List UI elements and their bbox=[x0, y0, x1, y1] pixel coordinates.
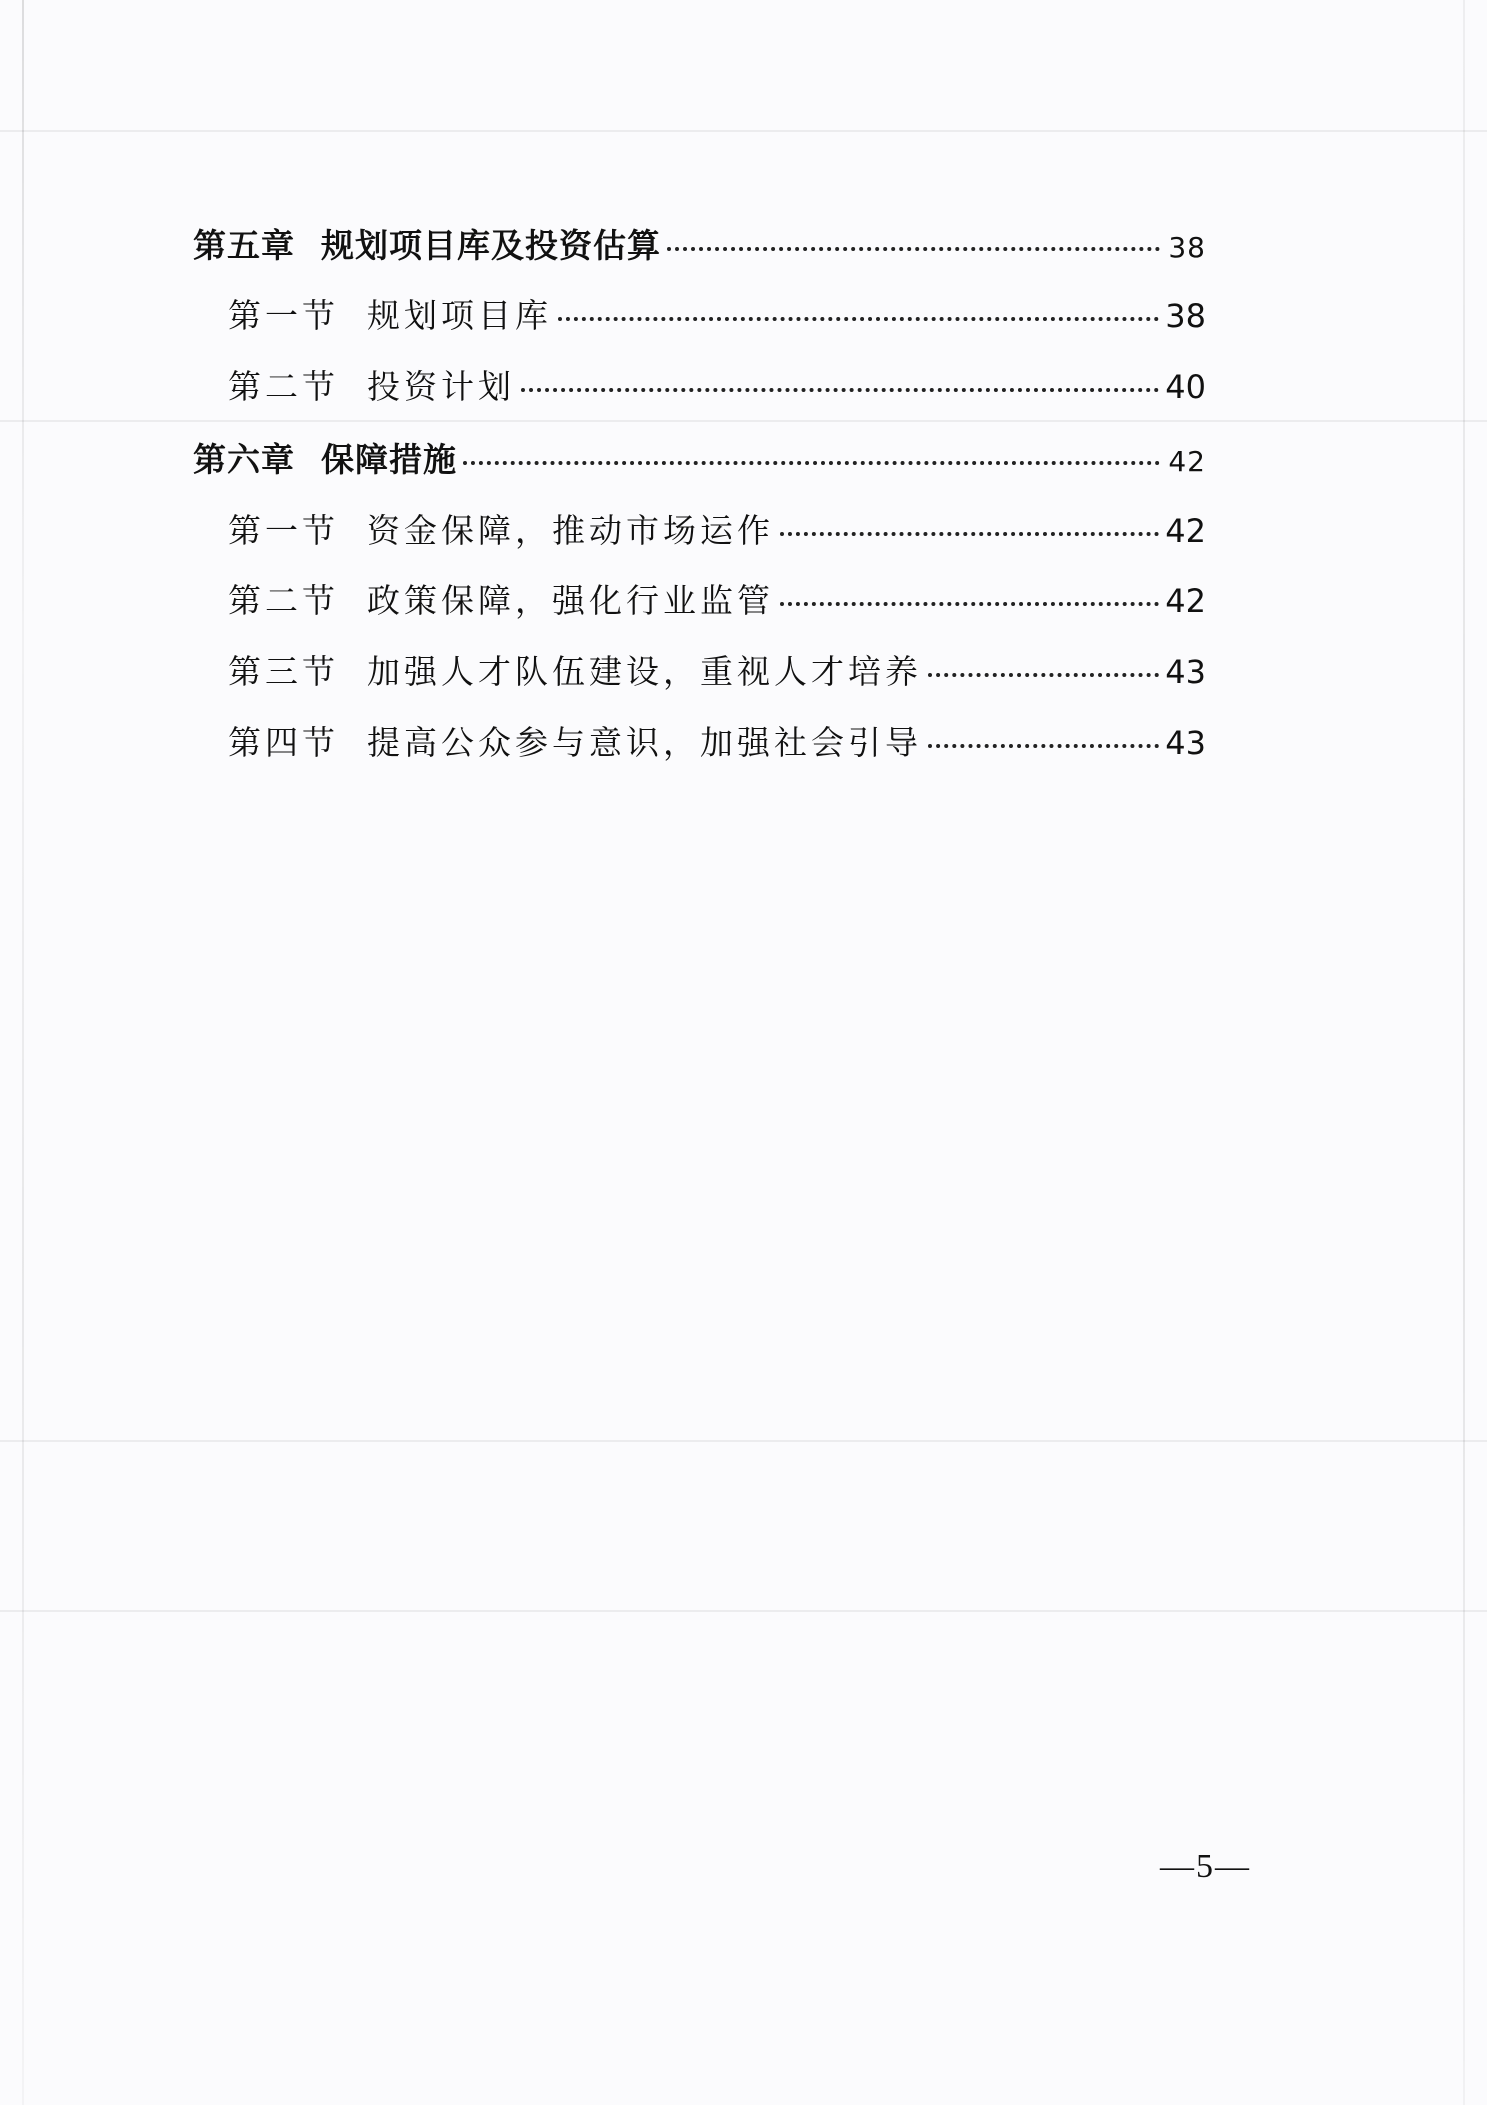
toc-dot-leader bbox=[521, 388, 1159, 392]
toc-dot-leader bbox=[928, 744, 1159, 748]
scan-edge-left bbox=[22, 0, 24, 2105]
toc-entry-num: 第五章 bbox=[193, 226, 295, 265]
toc-entry-title: 保障措施 bbox=[321, 440, 457, 479]
toc-section-5-2[interactable] bbox=[228, 361, 1206, 408]
toc-dot-leader bbox=[667, 247, 1160, 251]
toc-dot-leader bbox=[558, 317, 1159, 321]
toc-dot-leader bbox=[780, 532, 1159, 536]
toc-entry-title: 政策保障，强化行业监管 bbox=[367, 581, 774, 620]
toc-dot-leader bbox=[463, 461, 1160, 465]
toc-entry-num: 第一节 bbox=[228, 511, 339, 550]
toc-entry-title: 投资计划 bbox=[367, 367, 515, 406]
toc-entry-page: 43 bbox=[1165, 724, 1206, 762]
page-number: —5— bbox=[1160, 1848, 1251, 1885]
scan-band bbox=[0, 130, 1487, 132]
toc-entry-num: 第一节 bbox=[228, 296, 339, 335]
scan-band bbox=[0, 1440, 1487, 1442]
toc-section-6-4[interactable] bbox=[228, 717, 1206, 764]
toc-entry-title: 规划项目库及投资估算 bbox=[321, 226, 661, 265]
toc-entry-page: 42 bbox=[1165, 512, 1206, 550]
toc-entry-page: 43 bbox=[1165, 653, 1206, 691]
scan-band bbox=[0, 420, 1487, 422]
toc-entry-num: 第三节 bbox=[228, 652, 339, 691]
scan-band bbox=[0, 1610, 1487, 1612]
toc-entry-page: 42 bbox=[1165, 582, 1206, 620]
toc-entry-page: 40 bbox=[1165, 368, 1206, 406]
toc-entry-title: 提高公众参与意识，加强社会引导 bbox=[367, 723, 922, 762]
toc-entry-num: 第二节 bbox=[228, 367, 339, 406]
toc-dot-leader bbox=[928, 673, 1159, 677]
toc-chapter-6[interactable] bbox=[193, 434, 1206, 481]
toc-entry-page: 42 bbox=[1168, 445, 1206, 478]
scan-edge-right bbox=[1463, 0, 1465, 2105]
toc-dot-leader bbox=[780, 602, 1159, 606]
toc-section-5-1[interactable] bbox=[228, 290, 1206, 337]
toc-entry-page: 38 bbox=[1168, 231, 1206, 264]
toc-entry-title: 规划项目库 bbox=[367, 296, 552, 335]
toc-entry-title: 资金保障，推动市场运作 bbox=[367, 511, 774, 550]
toc-entry-num: 第二节 bbox=[228, 581, 339, 620]
toc-entry-num: 第六章 bbox=[193, 440, 295, 479]
toc-entry-num: 第四节 bbox=[228, 723, 339, 762]
toc-entry-page: 38 bbox=[1165, 297, 1206, 335]
toc-section-6-3[interactable] bbox=[228, 646, 1206, 693]
toc-section-6-2[interactable] bbox=[228, 575, 1206, 622]
toc-entry-title: 加强人才队伍建设，重视人才培养 bbox=[367, 652, 922, 691]
toc-chapter-5[interactable] bbox=[193, 220, 1206, 267]
toc-section-6-1[interactable] bbox=[228, 505, 1206, 552]
